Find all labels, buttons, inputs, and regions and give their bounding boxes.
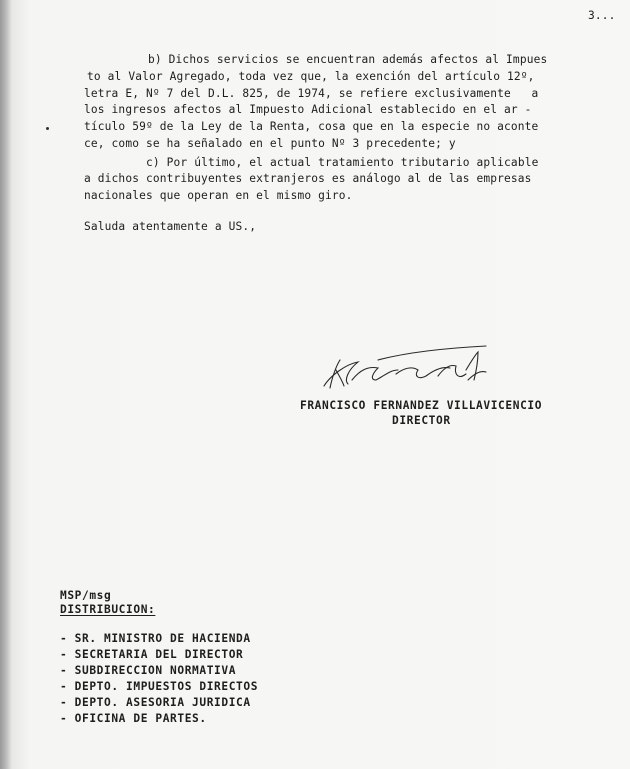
paragraph-b-line-2: to al Valor Agregado, toda vez que, la exención del artículo 12º, — [87, 70, 535, 83]
initials: MSP/msg — [60, 589, 112, 602]
distribution-item: - SUBDIRECCION NORMATIVA — [60, 664, 237, 677]
signer-title: DIRECTOR — [392, 414, 451, 427]
handwritten-signature — [318, 340, 493, 395]
distribution-item: - SECRETARIA DEL DIRECTOR — [60, 648, 244, 661]
distribution-item: - OFICINA DE PARTES. — [60, 712, 207, 725]
paragraph-b-line-6: ce, como se ha señalado en el punto Nº 3 precedente; y — [84, 137, 456, 150]
signer-name: FRANCISCO FERNANDEZ VILLAVICENCIO — [300, 399, 543, 412]
scan-edge-shadow — [0, 0, 12, 769]
distribution-item: - DEPTO. IMPUESTOS DIRECTOS — [60, 680, 259, 693]
closing-salutation: Saluda atentamente a US., — [84, 220, 257, 233]
page-number: 3... — [588, 9, 616, 22]
paragraph-b-line-5: tículo 59º de la Ley de la Renta, cosa que en la especie no aconte — [84, 120, 539, 133]
scan-speck — [46, 127, 49, 130]
paragraph-c-line-2: a dichos contribuyentes extranjeros es análogo al de las empresas — [84, 172, 532, 185]
paragraph-b-line-3: letra E, Nº 7 del D.L. 825, de 1974, se refiere exclusivamente a — [84, 87, 539, 100]
distribution-item: - SR. MINISTRO DE HACIENDA — [60, 632, 251, 645]
paragraph-b-line-4: los ingresos afectos al Impuesto Adicional establecido en el ar - — [84, 103, 532, 116]
paragraph-c-line-3: nacionales que operan en el mismo giro. — [84, 189, 353, 202]
distribution-heading: DISTRIBUCION: — [60, 603, 156, 616]
paragraph-b-line-1: b) Dichos servicios se encuentran además afectos al Impues — [148, 53, 548, 66]
paragraph-c-line-1: c) Por último, el actual tratamiento tributario aplicable — [146, 156, 539, 169]
distribution-item: - DEPTO. ASESORIA JURIDICA — [60, 696, 251, 709]
